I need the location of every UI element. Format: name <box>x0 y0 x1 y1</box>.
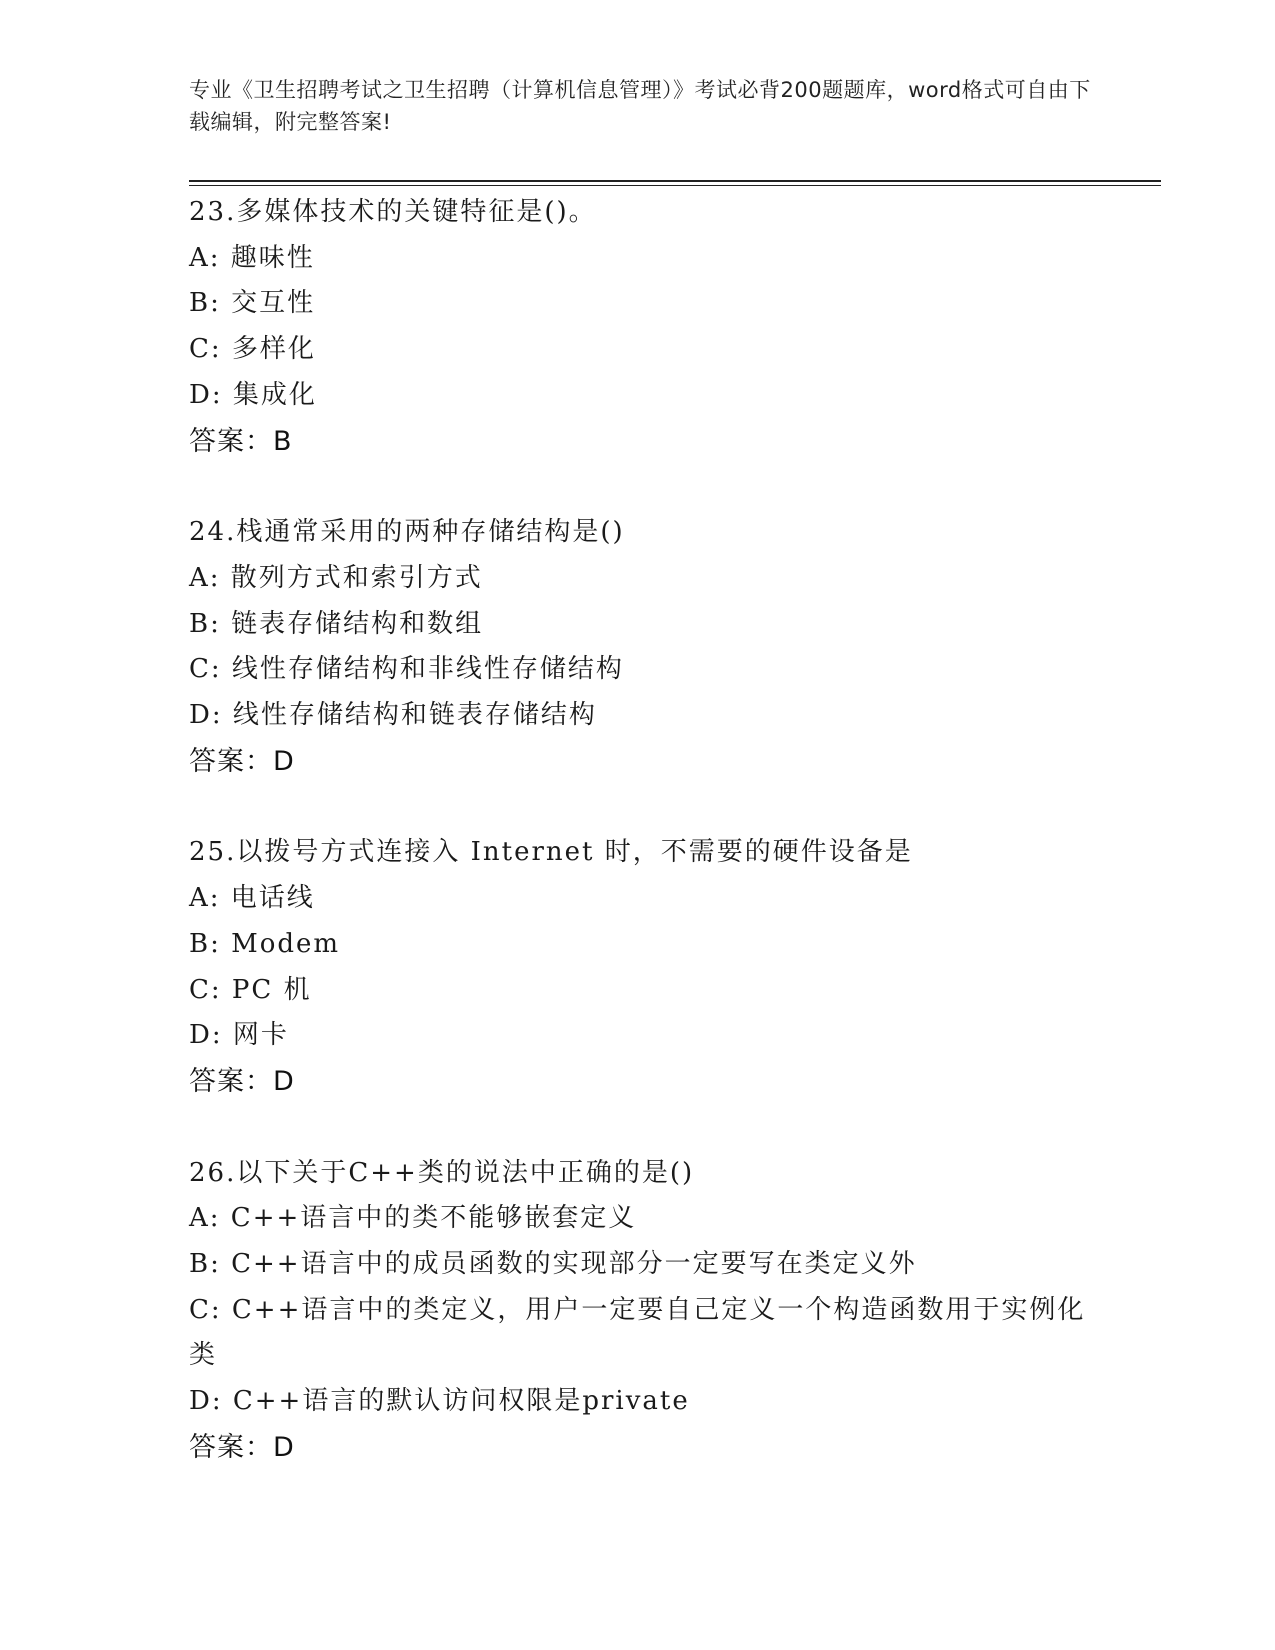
header-divider-thin <box>189 185 1161 186</box>
option-d: D: 线性存储结构和链表存储结构 <box>189 700 597 731</box>
question-stem: 26.以下关于C++类的说法中正确的是() <box>189 1157 695 1188</box>
answer-line: 答案：D <box>189 1065 295 1097</box>
answer-line: 答案：B <box>189 425 293 457</box>
option-a: A: 电话线 <box>189 883 315 914</box>
header-divider-thick <box>189 180 1161 182</box>
option-d: D: 集成化 <box>189 379 317 410</box>
question-list <box>189 190 1109 1517</box>
question-25 <box>189 830 1109 1104</box>
question-stem: 24.栈通常采用的两种存储结构是() <box>189 517 625 548</box>
answer-line: 答案：D <box>189 745 295 777</box>
option-d: D: 网卡 <box>189 1020 289 1051</box>
question-24 <box>189 510 1109 784</box>
option-b: B: Modem <box>189 928 341 959</box>
question-23 <box>189 190 1109 464</box>
option-a: A: C++语言中的类不能够嵌套定义 <box>189 1203 637 1234</box>
document-header: 专业《卫生招聘考试之卫生招聘（计算机信息管理）》考试必背200题题库，word格式可自由下载编辑，附完整答案! <box>189 78 1091 134</box>
option-a: A: 散列方式和索引方式 <box>189 562 483 593</box>
question-26 <box>189 1151 1109 1471</box>
option-c: C: 多样化 <box>189 334 316 365</box>
option-d: D: C++语言的默认访问权限是private <box>189 1386 690 1417</box>
answer-line: 答案：D <box>189 1431 295 1463</box>
option-b: B: 交互性 <box>189 288 316 319</box>
option-b: B: 链表存储结构和数组 <box>189 608 484 639</box>
question-stem: 25.以拨号方式连接入 Internet 时，不需要的硬件设备是 <box>189 837 913 868</box>
question-stem: 23.多媒体技术的关键特征是()。 <box>189 197 597 227</box>
option-b: B: C++语言中的成员函数的实现部分一定要写在类定义外 <box>189 1249 917 1280</box>
option-a: A: 趣味性 <box>189 242 315 273</box>
option-c: C: 线性存储结构和非线性存储结构 <box>189 654 624 685</box>
option-c: C: PC 机 <box>189 974 312 1005</box>
option-c: C: C++语言中的类定义，用户一定要自己定义一个构造函数用于实例化类 <box>189 1294 1086 1371</box>
